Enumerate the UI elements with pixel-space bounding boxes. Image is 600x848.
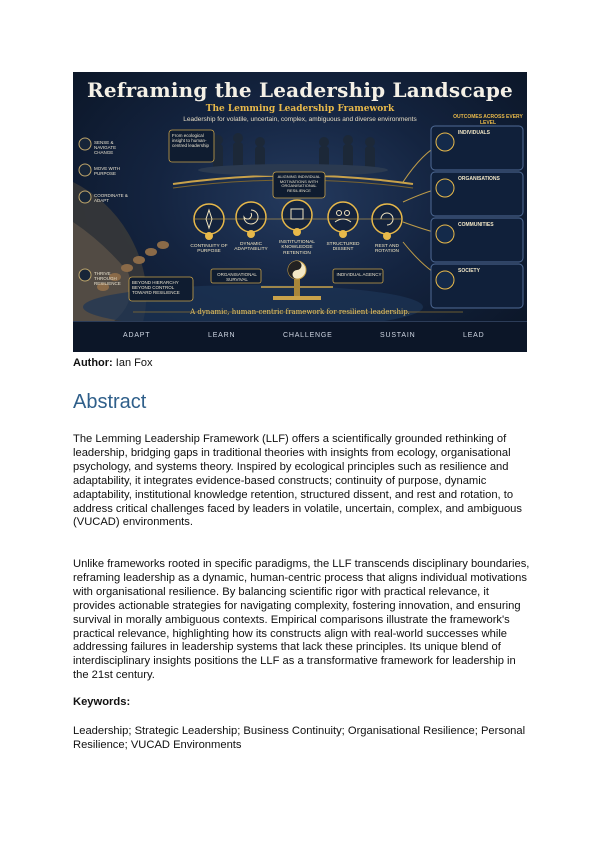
beyond-note: BEYOND HIERARCHY BEYOND CONTROL TOWARD RESILIENCE xyxy=(132,280,180,296)
hero-tagline: A dynamic, human-centric framework for resilient leadership. xyxy=(190,308,410,316)
outcome-society: SOCIETY xyxy=(458,268,480,274)
pillar-1-label: CONTINUITY OF PURPOSE xyxy=(190,244,228,255)
pillar-3-label: INSTITUTIONAL KNOWLEDGE RETENTION xyxy=(279,240,315,256)
outcomes-title: OUTCOMES ACROSS EVERY LEVEL xyxy=(453,114,523,126)
left-note-2: MOVE WITH PURPOSE xyxy=(94,166,120,177)
abstract-paragraph-1: The Lemming Leadership Framework (LLF) offers a scientifically grounded rethinking of leadership, bridging gaps in traditional theories with insights from ecology, organisational psychology, and systems theory. Inspired by ecological principles such as resilience and adaptability, it integrates evidence-based constructs; continuity of purpose, dynamic adaptability, institutional knowledge retention, structured dissent, and rest and rotation, to address critical challenges faced by leaders in volatile, uncertain, complex, and ambiguous (VUCAD) environments. xyxy=(73,433,522,529)
left-note-1: SENSE & NAVIGATE CHANGE xyxy=(94,140,117,156)
keywords-text: Leadership; Strategic Leadership; Business Continuity; Organisational Resilience; Personal Resilience; VUCAD Environments xyxy=(73,725,526,751)
bar-adapt: ADAPT xyxy=(123,332,151,339)
bar-learn: LEARN xyxy=(208,332,236,339)
hero-subtitle: The Lemming Leadership Framework xyxy=(205,104,395,114)
hero-bottom-bar xyxy=(73,321,527,352)
author-line xyxy=(73,357,152,369)
pillar-5-label: REST AND ROTATION xyxy=(374,244,400,255)
keywords-heading: Keywords: xyxy=(73,696,131,708)
pillar-2-label: DYNAMIC ADAPTABILITY xyxy=(234,242,268,253)
bar-sustain: SUSTAIN xyxy=(380,332,416,339)
outcome-organisations: ORGANISATIONS xyxy=(458,176,500,182)
outcome-individuals: INDIVIDUALS xyxy=(458,130,490,136)
author-name: Ian Fox xyxy=(115,357,153,369)
left-note-4: THRIVE THROUGH RESILIENCE xyxy=(94,271,121,287)
hero-title: Reframing the Leadership Landscape xyxy=(87,78,513,102)
abstract-heading: Abstract xyxy=(73,391,147,413)
balance-right: INDIVIDUAL AGENCY xyxy=(336,272,382,277)
center-note: ALIGNING INDIVIDUAL MOTIVATIONS WITH ORGANISATIONAL RESILIENCE xyxy=(277,174,321,193)
bar-challenge: CHALLENGE xyxy=(283,332,333,339)
bar-lead: LEAD xyxy=(463,332,485,339)
hero-subtitle-2: Leadership for volatile, uncertain, complex, ambiguous and diverse environments xyxy=(183,116,417,123)
left-note-3: COORDINATE & ADAPT xyxy=(94,193,128,204)
pillar-4-label: STRUCTURED DISSENT xyxy=(326,242,360,253)
outcome-communities: COMMUNITIES xyxy=(458,222,494,228)
hero-image xyxy=(73,72,527,352)
top-note: From ecological insight to human-centred leadership xyxy=(172,133,210,149)
balance-left: ORGANISATIONAL SURVIVAL xyxy=(217,272,257,283)
abstract-paragraph-2: Unlike frameworks rooted in specific paradigms, the LLF transcends disciplinary boundaries, reframing leadership as a dynamic, human-centric process that aligns individual motivations with organisational resilience. By balancing scientific rigor with practical relevance, it provides actionable strategies for navigating complexity, fostering innovation, and ensuring survival in morally ambiguous contexts. Empirical comparisons illustrate the framework's practical relevance, highlighting how its constructs align with real-world successes while addressing failures in leadership systems that lack these principles. Its unique blend of interdisciplinary insights positions the LLF as a transformative framework for leadership in the 21st century. xyxy=(73,558,530,682)
author-label: Author: xyxy=(73,357,113,369)
